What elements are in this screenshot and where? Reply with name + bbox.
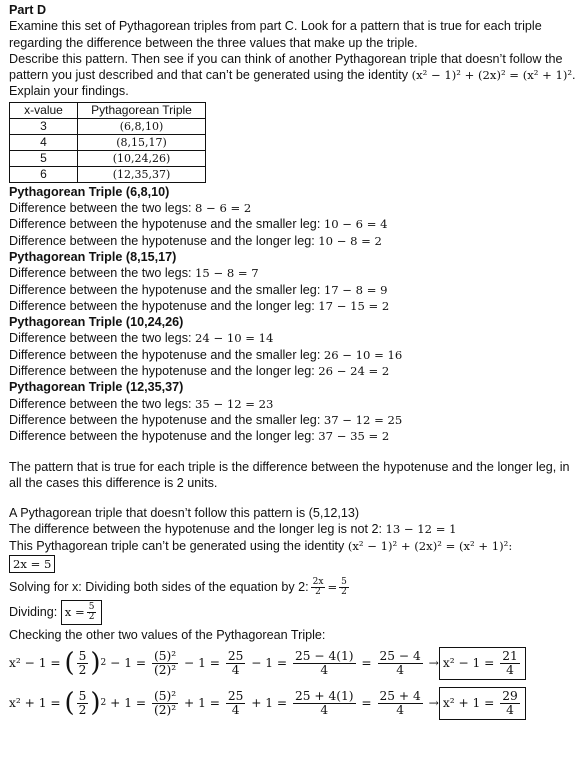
section-2 — [9, 249, 581, 314]
fraction: $\frac{5}{2}$ — [341, 576, 347, 597]
section-heading: Pythagorean Triple (8,15,17) — [9, 249, 177, 264]
section-heading: Pythagorean Triple (10,24,26) — [9, 315, 184, 330]
dividing-line: Dividing: x = $\frac{5}{2}$ — [9, 599, 581, 625]
table-cell-triple: (6,8,10) — [78, 118, 206, 134]
section-heading: Pythagorean Triple (12,35,37) — [9, 380, 184, 395]
table-cell-x: 6 — [10, 166, 78, 182]
boxed-equation: 2x = 5 — [9, 555, 55, 573]
part-title: Part D — [9, 3, 47, 17]
table-cell-triple: (12,35,37) — [78, 166, 206, 182]
identity-math: (x² − 1)² + (2x)² = (x² + 1)² — [411, 68, 573, 83]
table-header-x: x-value — [10, 102, 78, 118]
fraction: $\frac{25 - 4}{4}$ — [379, 648, 421, 677]
fraction: $\frac{5}{2}$ — [78, 688, 87, 717]
fraction: $\frac{\text{(5)²}}{\text{(2)²}}$ — [153, 688, 177, 717]
triples-table — [9, 102, 206, 183]
fraction: $\frac{25 + 4(1)}{4}$ — [295, 688, 354, 717]
section-line: Difference between the two legs: 24 − 10 = 14 — [9, 331, 274, 346]
section-heading: Pythagorean Triple (6,8,10) — [9, 184, 170, 199]
pattern-text: The pattern that is true for each triple is the difference between the hypotenuse and the longer leg, in all the cases this difference is 2 units. — [9, 459, 570, 490]
dividing-result: x = $\frac{5}{2}$ — [61, 600, 103, 625]
table-cell-x: 5 — [10, 150, 78, 166]
table-row — [10, 150, 206, 166]
section-line: Difference between the two legs: 8 − 6 = 2 — [9, 201, 252, 216]
section-line: Difference between the hypotenuse and the smaller leg: 17 − 8 = 9 — [9, 282, 388, 297]
table-cell-x: 4 — [10, 134, 78, 150]
table-cell-triple: (10,24,26) — [78, 150, 206, 166]
cannot-generate: This Pythagorean triple can’t be generated using the identity (x² − 1)² + (2x)² = (x² + 1)²: — [9, 538, 513, 553]
section-1 — [9, 184, 581, 249]
section-line: Difference between the hypotenuse and the longer leg: 26 − 24 = 2 — [9, 364, 390, 379]
solving-line: Solving for x: Dividing both sides of the equation by 2: $\frac{2x}{2}$ = $\frac{5}{2}$ — [9, 576, 347, 597]
fraction: $\frac{5}{2}$ — [88, 601, 95, 622]
section-3 — [9, 314, 581, 379]
section-line: Difference between the hypotenuse and the longer leg: 37 − 35 = 2 — [9, 429, 390, 444]
section-line: Difference between the two legs: 15 − 8 = 7 — [9, 266, 259, 281]
counter-diff: The difference between the hypotenuse and the longer leg is not 2: 13 − 12 = 1 — [9, 522, 457, 537]
section-line: Difference between the two legs: 35 − 12 = 23 — [9, 396, 274, 411]
equation-minus: x² − 1 = ( $\frac{5}{2}$ ) 2 − 1 = $\frac{\text{(5)²}}{\text{(2)²}}$ − 1 = $\frac{25}{4}$ − 1 = $\frac{25 - 4(1)}{4}$ = $\frac{25 - 4}{4}$ → x² − 1 = $\frac{21}{4}$ — [9, 643, 581, 683]
fraction: $\frac{2x}{2}$ — [312, 576, 324, 597]
arrow-icon: → — [428, 656, 439, 671]
fraction: $\frac{25 + 4}{4}$ — [379, 688, 421, 717]
section-line: Difference between the hypotenuse and the longer leg: 10 − 8 = 2 — [9, 233, 382, 248]
result-box: x² + 1 = $\frac{29}{4}$ — [439, 687, 526, 720]
table-row — [10, 134, 206, 150]
table-row — [10, 166, 206, 182]
fraction: $\frac{\text{(5)²}}{\text{(2)²}}$ — [153, 648, 177, 677]
table-cell-triple: (8,15,17) — [78, 134, 206, 150]
describe-text: Describe this pattern. Then see if you can think of another Pythagorean triple that doesn’t follow the pattern you just described and that can’t be generated using the identity (x² − 1)² + (2x)² = (x² + 1)². Explain your findings. — [9, 51, 576, 99]
document — [9, 2, 581, 723]
arrow-icon: → — [428, 696, 439, 711]
section-line: Difference between the hypotenuse and the longer leg: 17 − 15 = 2 — [9, 298, 390, 313]
counter-intro: A Pythagorean triple that doesn’t follow this pattern is (5,12,13) — [9, 506, 360, 521]
section-line: Difference between the hypotenuse and the smaller leg: 10 − 6 = 4 — [9, 217, 388, 232]
equation-plus: x² + 1 = ( $\frac{5}{2}$ ) 2 + 1 = $\frac{\text{(5)²}}{\text{(2)²}}$ + 1 = $\frac{25}{4}$ + 1 = $\frac{25 + 4(1)}{4}$ = $\frac{25 + 4}{4}$ → x² + 1 = $\frac{29}{4}$ — [9, 683, 581, 723]
section-line: Difference between the hypotenuse and the smaller leg: 26 − 10 = 16 — [9, 347, 403, 362]
fraction: $\frac{29}{4}$ — [502, 688, 518, 717]
fraction: $\frac{25}{4}$ — [227, 648, 244, 677]
fraction: $\frac{5}{2}$ — [78, 648, 87, 677]
section-4 — [9, 379, 581, 444]
table-cell-x: 3 — [10, 118, 78, 134]
fraction: $\frac{25 - 4(1)}{4}$ — [295, 648, 354, 677]
checking-label: Checking the other two values of the Pythagorean Triple: — [9, 628, 326, 643]
fraction: $\frac{25}{4}$ — [227, 688, 244, 717]
table-header-triple: Pythagorean Triple — [78, 102, 206, 118]
section-line: Difference between the hypotenuse and the smaller leg: 37 − 12 = 25 — [9, 412, 403, 427]
intro-text: Examine this set of Pythagorean triples from part C. Look for a pattern that is true for each triple regarding the difference between the three values that make up the triple. — [9, 19, 542, 50]
fraction: $\frac{21}{4}$ — [502, 648, 518, 677]
result-box: x² − 1 = $\frac{21}{4}$ — [439, 647, 526, 680]
table-row — [10, 118, 206, 134]
